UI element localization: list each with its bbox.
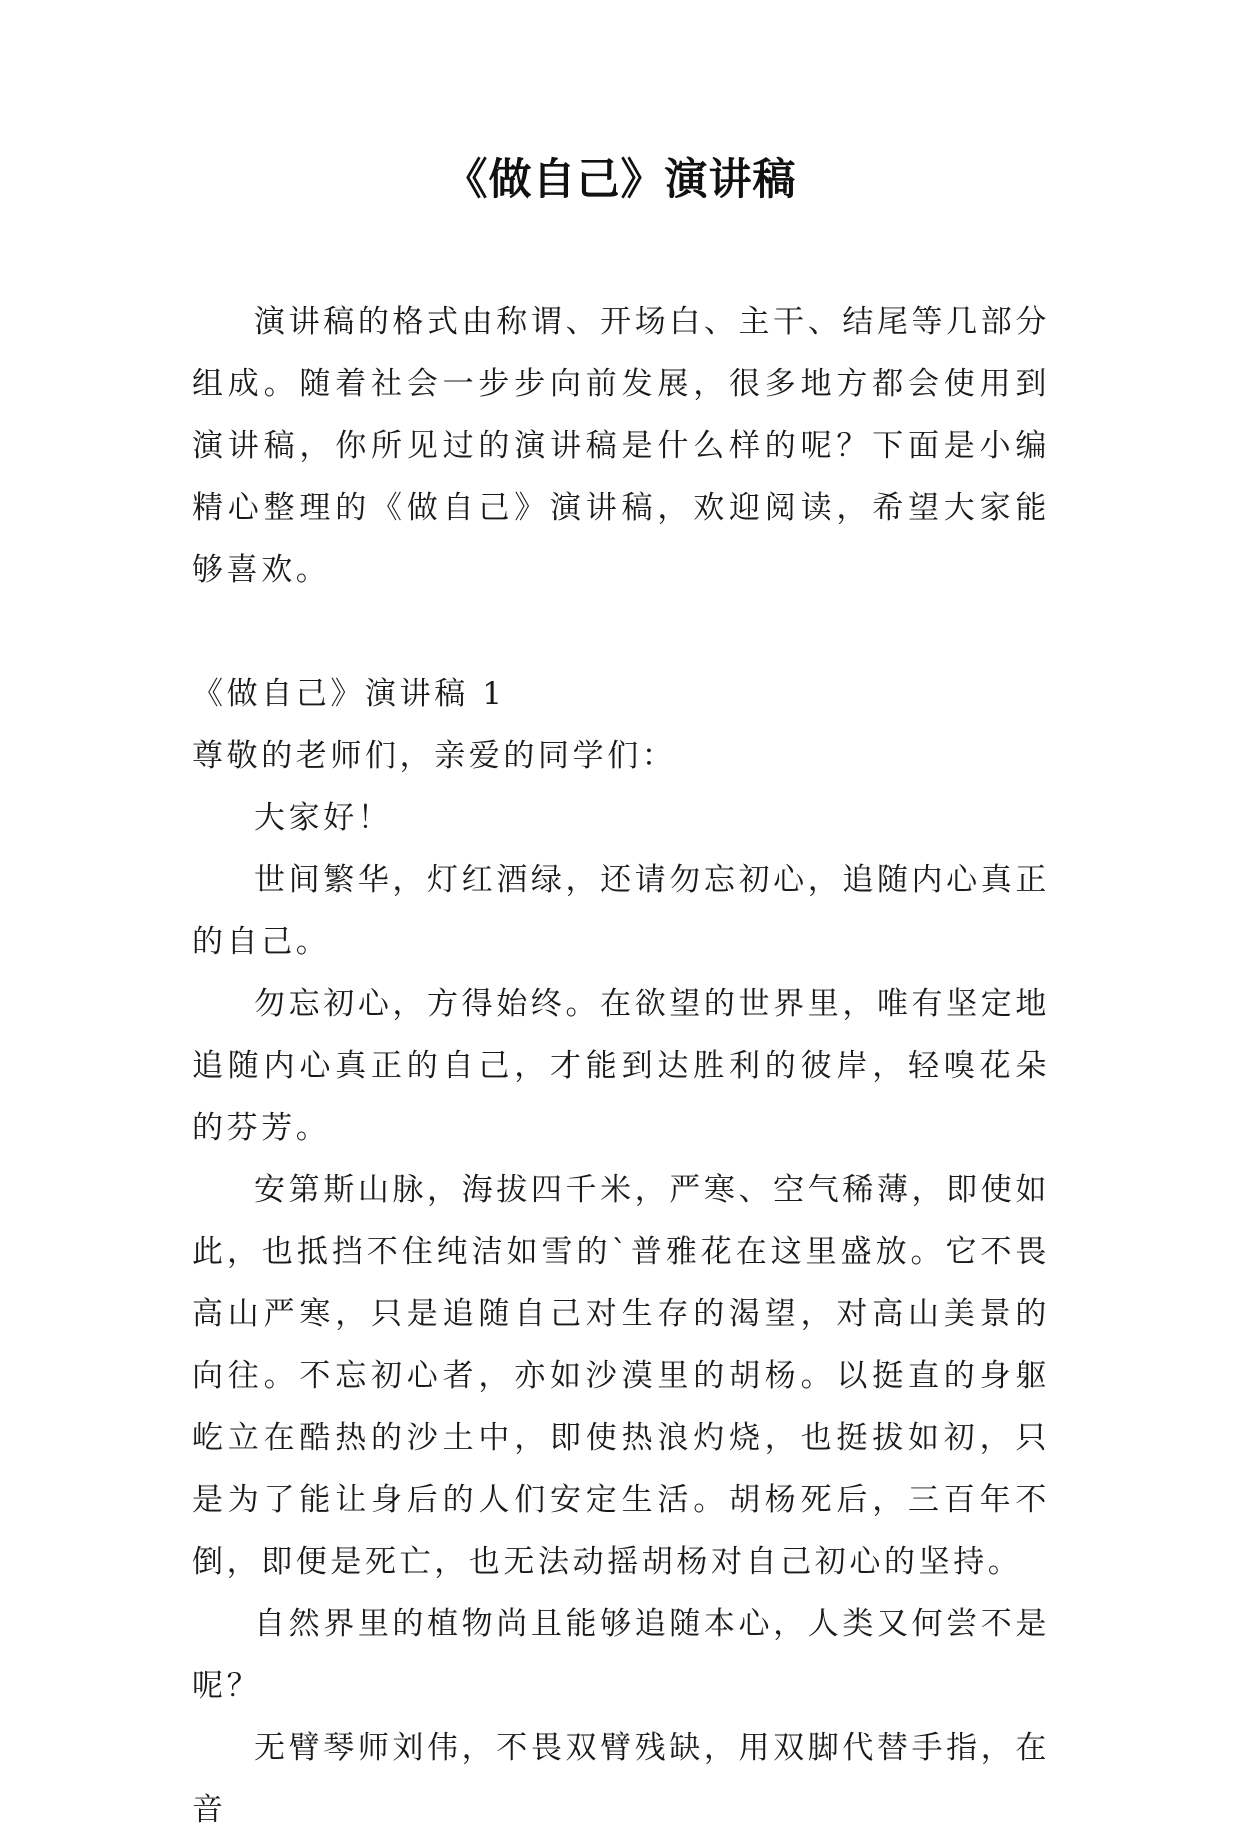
document-body [192, 291, 1050, 1841]
document-title: 《做自己》演讲稿 [444, 155, 797, 205]
body-paragraph: 勿忘初心，方得始终。在欲望的世界里，唯有坚定地追随内心真正的自己，才能到达胜利的彼岸，轻嗅花朵的芬芳。 [192, 986, 1050, 1146]
greeting: 大家好！ [254, 800, 393, 836]
paragraph-spacer [192, 601, 1050, 663]
section-heading: 《做自己》演讲稿 1 [192, 676, 506, 712]
intro-paragraph: 演讲稿的格式由称谓、开场白、主干、结尾等几部分组成。随着社会一步步向前发展，很多地方都会使用到演讲稿，你所见过的演讲稿是什么样的呢？下面是小编精心整理的《做自己》演讲稿，欢迎阅读，希望大家能够喜欢。 [192, 304, 1050, 588]
salutation: 尊敬的老师们，亲爱的同学们： [192, 738, 677, 774]
body-paragraph: 世间繁华，灯红酒绿，还请勿忘初心，追随内心真正的自己。 [192, 862, 1050, 960]
body-paragraph: 安第斯山脉，海拔四千米，严寒、空气稀薄，即使如此，也抵挡不住纯洁如雪的`普雅花在这里盛放。它不畏高山严寒，只是追随自己对生存的渴望，对高山美景的向往。不忘初心者，亦如沙漠里的胡杨。以挺直的身躯屹立在酷热的沙土中，即使热浪灼烧，也挺拔如初，只是为了能让身后的人们安定生活。胡杨死后，三百年不倒，即便是死亡，也无法动摇胡杨对自己初心的坚持。 [192, 1172, 1050, 1580]
body-paragraph: 无臂琴师刘伟，不畏双臂残缺，用双脚代替手指，在音 [192, 1730, 1050, 1828]
body-paragraph: 自然界里的植物尚且能够追随本心，人类又何尝不是呢？ [192, 1606, 1050, 1704]
